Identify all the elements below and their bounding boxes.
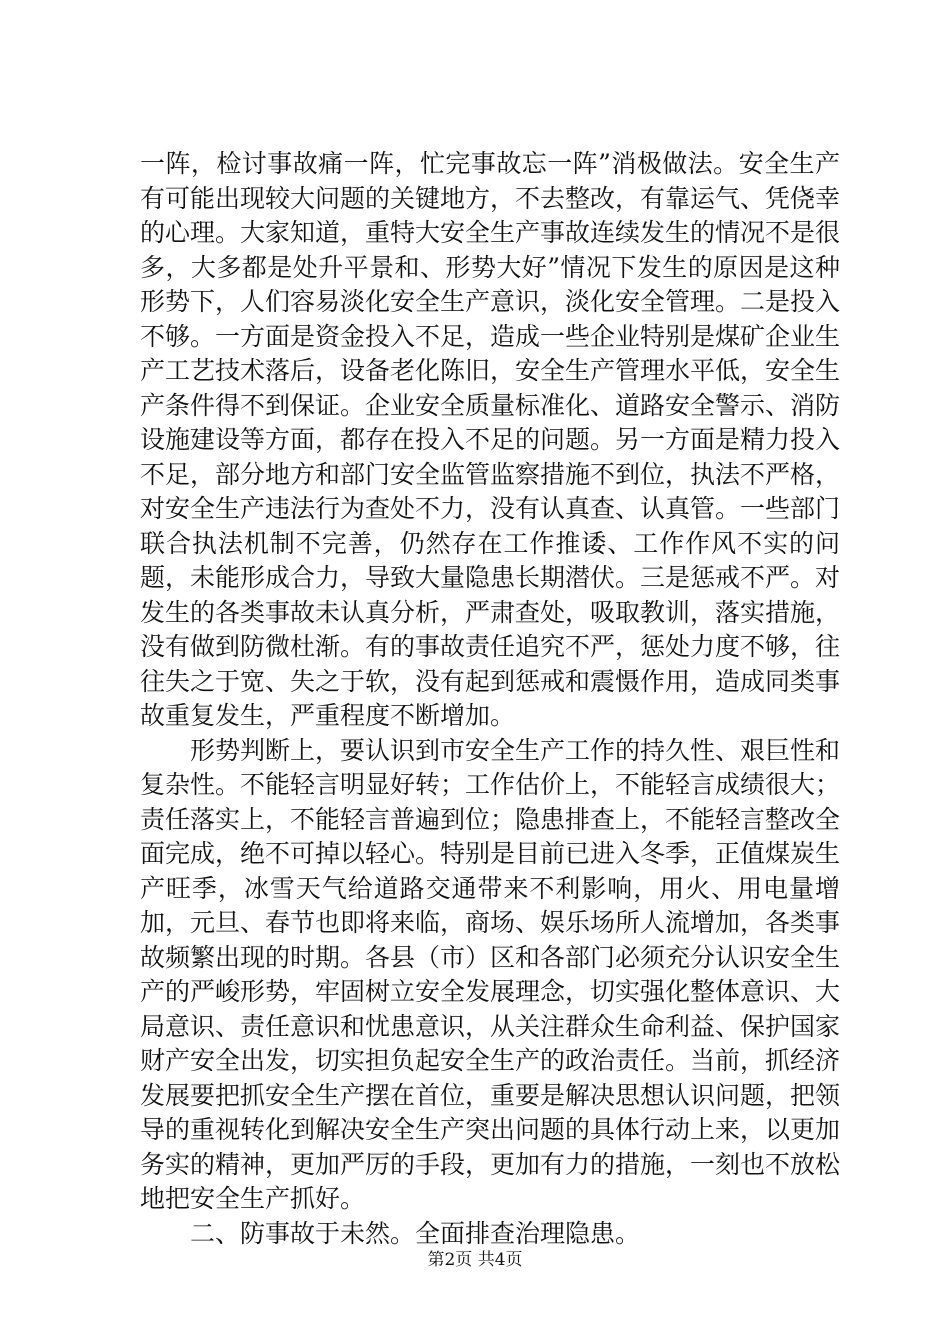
page-number-label: 第2页 共4页	[427, 1250, 523, 1270]
paragraph-3-section-heading: 二、防事故于未然。全面排查治理隐患。	[190, 1218, 641, 1248]
document-body	[140, 147, 840, 1251]
paragraph-2: 形势判断上，要认识到市安全生产工作的持久性、艰巨性和复杂性。不能轻言明显好转；工作估价上，不能轻言成绩很大；责任落实上，不能轻言普遍到位；隐患排查上，不能轻言整改全面完成，绝不可掉以轻心。特别是目前已进入冬季，正值煤炭生产旺季，冰雪天气给道路交通带来不利影响，用火、用电量增加，元旦、春节也即将来临，商场、娱乐场所人流增加，各类事故频繁出现的时期。各县（市）区和各部门必须充分认识安全生产的严峻形势，牢固树立安全发展理念，切实强化整体意识、大局意识、责任意识和忧患意识，从关注群众生命利益、保护国家财产安全出发，切实担负起安全生产的政治责任。当前，抓经济发展要把抓安全生产摆在首位，重要是解决思想认识问题，把领导的重视转化到解决安全生产突出问题的具体行动上来，以更加务实的精神，更加严厉的手段，更加有力的措施，一刻也不放松地把安全生产抓好。	[140, 735, 841, 1213]
page-footer	[0, 1245, 950, 1270]
paragraph-1: 一阵，检讨事故痛一阵，忙完事故忘一阵”消极做法。安全生产有可能出现较大问题的关键地方，不去整改，有靠运气、凭侥幸的心理。大家知道，重特大安全生产事故连续发生的情况不是很多，大多都是处升平景和、形势大好”情况下发生的原因是这种形势下，人们容易淡化安全生产意识，淡化安全管理。二是投入不够。一方面是资金投入不足，造成一些企业特别是煤矿企业生产工艺技术落后，设备老化陈旧，安全生产管理水平低，安全生产条件得不到保证。企业安全质量标准化、道路安全警示、消防设施建设等方面，都存在投入不足的问题。另一方面是精力投入不足，部分地方和部门安全监管监察措施不到位，执法不严格，对安全生产违法行为查处不力，没有认真查、认真管。一些部门联合执法机制不完善，仍然存在工作推诿、工作作风不实的问题，未能形成合力，导致大量隐患长期潜伏。三是惩戒不严。对发生的各类事故未认真分析，严肃查处，吸取教训，落实措施，没有做到防微杜渐。有的事故责任追究不严，惩处力度不够，往往失之于宽、失之于软，没有起到惩戒和震慑作用，造成同类事故重复发生，严重程度不断增加。	[140, 149, 841, 730]
